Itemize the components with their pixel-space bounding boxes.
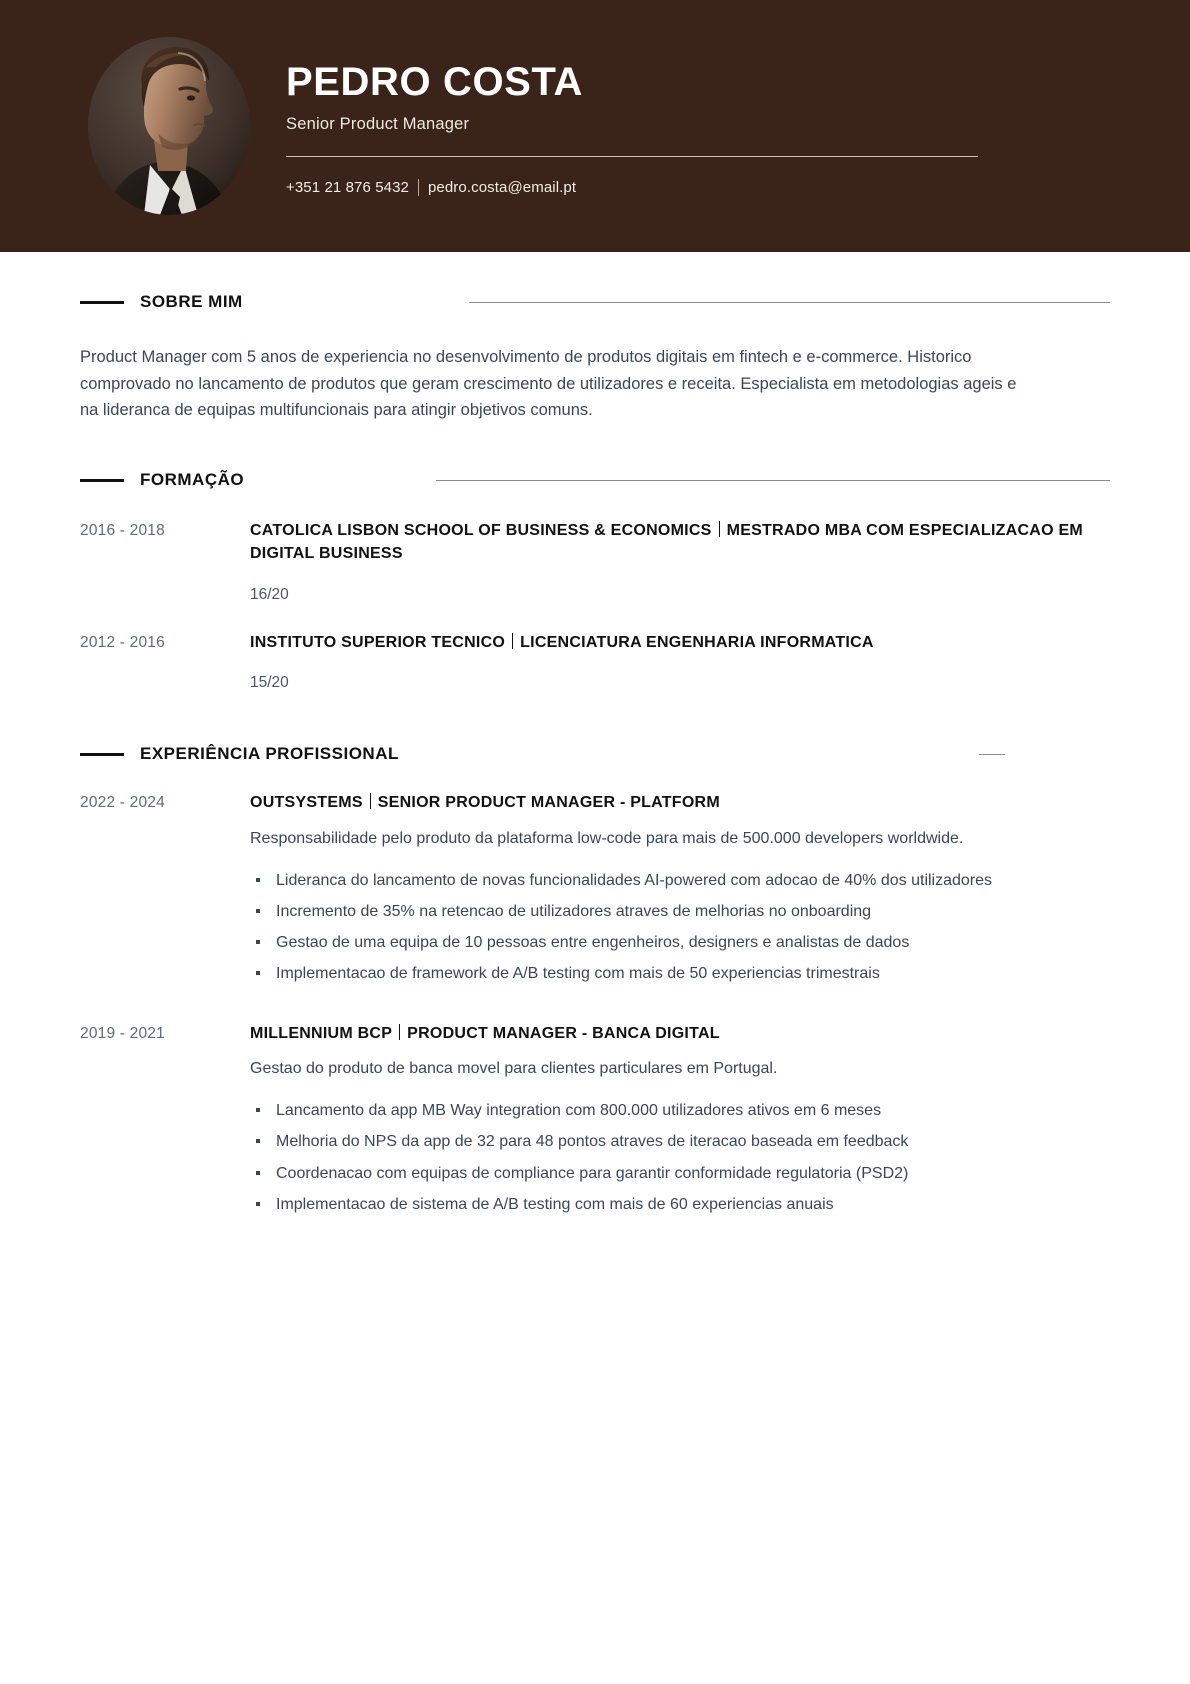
list-item: Incremento de 35% na retencao de utilizadores atraves de melhorias no onboarding [250, 899, 1060, 924]
education-title [250, 632, 1110, 655]
education-title [250, 520, 1110, 565]
section-header-about [80, 292, 1110, 312]
section-dash-icon [80, 479, 124, 482]
education-entry [80, 632, 1110, 693]
section-dash-icon [80, 753, 124, 756]
title-separator [512, 633, 513, 649]
resume-header [0, 0, 1190, 252]
experience-entry [80, 792, 1110, 992]
header-divider [286, 156, 978, 157]
experience-dates: 2019 - 2021 [80, 1024, 165, 1042]
title-separator [719, 521, 720, 537]
education-grade: 15/20 [250, 674, 289, 692]
job-title: Senior Product Manager [286, 114, 470, 133]
education-degree: MESTRADO MBA COM ESPECIALIZACAO EM DIGITAL BUSINESS [250, 522, 1083, 562]
phone-number[interactable]: +351 21 876 5432 [286, 178, 409, 196]
list-item: Lancamento da app MB Way integration com 800.000 utilizadores ativos em 6 meses [250, 1098, 1060, 1123]
section-title-education: FORMAÇÃO [140, 470, 245, 490]
section-rule [469, 302, 1110, 303]
experience-description: Responsabilidade pelo produto da plataforma low-code para mais de 500.000 developers worldwide. [250, 830, 964, 848]
experience-entry [80, 1023, 1110, 1223]
education-grade: 16/20 [250, 585, 289, 603]
contact-separator [418, 179, 419, 196]
section-education [80, 470, 1110, 692]
section-header-education [80, 470, 1110, 490]
experience-position: SENIOR PRODUCT MANAGER - PLATFORM [377, 794, 720, 812]
education-institution: CATOLICA LISBON SCHOOL OF BUSINESS & ECONOMICS [250, 522, 712, 540]
education-dates: 2016 - 2018 [80, 522, 165, 540]
section-experience [80, 744, 1110, 1223]
list-item: Implementacao de sistema de A/B testing com mais de 60 experiencias anuais [250, 1192, 1060, 1217]
title-separator [370, 793, 371, 809]
experience-bullet-list [250, 1098, 1110, 1217]
education-degree: LICENCIATURA ENGENHARIA INFORMATICA [520, 633, 874, 651]
education-dates: 2012 - 2016 [80, 633, 165, 651]
page-title: PEDRO COSTA [286, 59, 583, 104]
header-text-block [286, 57, 1190, 196]
education-institution: INSTITUTO SUPERIOR TECNICO [250, 633, 506, 651]
section-rule [436, 480, 1110, 481]
experience-details [250, 1023, 1110, 1223]
contact-info [286, 179, 1190, 196]
education-details [250, 520, 1110, 603]
list-item: Gestao de uma equipa de 10 pessoas entre engenheiros, designers e analistas de dados [250, 930, 1060, 955]
title-separator [399, 1024, 400, 1040]
experience-dates: 2022 - 2024 [80, 794, 165, 812]
resume-content [0, 292, 1190, 1223]
about-text: Product Manager com 5 anos de experiencia no desenvolvimento de produtos digitais em fintech e e-commerce. Historico comprovado no lancamento de produtos que geram crescimento de utilizadores e receita. Especialista em metodologias ageis e na lideranca de equipas multifuncionais para atingir objetivos comuns. [80, 348, 1017, 420]
portrait-photo-icon [88, 37, 250, 215]
experience-details [250, 792, 1110, 992]
experience-company: MILLENNIUM BCP [250, 1024, 393, 1042]
section-header-experience [80, 744, 1110, 764]
experience-position: PRODUCT MANAGER - BANCA DIGITAL [407, 1024, 720, 1042]
experience-title [250, 792, 1110, 815]
list-item: Melhoria do NPS da app de 32 para 48 pontos atraves de iteracao baseada em feedback [250, 1129, 1060, 1154]
section-about [80, 292, 1110, 424]
experience-company: OUTSYSTEMS [250, 794, 363, 812]
email-address[interactable]: pedro.costa@email.pt [427, 178, 577, 196]
section-title-about: SOBRE MIM [140, 292, 243, 311]
education-details [250, 632, 1110, 693]
section-title-experience: EXPERIÊNCIA PROFISSIONAL [140, 744, 399, 764]
avatar [88, 37, 250, 215]
list-item: Implementacao de framework de A/B testing com mais de 50 experiencias trimestrais [250, 961, 1060, 986]
experience-title [250, 1023, 1110, 1046]
education-entry [80, 520, 1110, 603]
list-item: Lideranca do lancamento de novas funcionalidades AI-powered com adocao de 40% dos utilizadores [250, 868, 1060, 893]
section-dash-icon [80, 301, 124, 304]
experience-description: Gestao do produto de banca movel para clientes particulares em Portugal. [250, 1060, 778, 1078]
experience-bullet-list [250, 868, 1110, 987]
list-item: Coordenacao com equipas de compliance para garantir conformidade regulatoria (PSD2) [250, 1161, 1060, 1186]
section-rule [979, 754, 1005, 755]
